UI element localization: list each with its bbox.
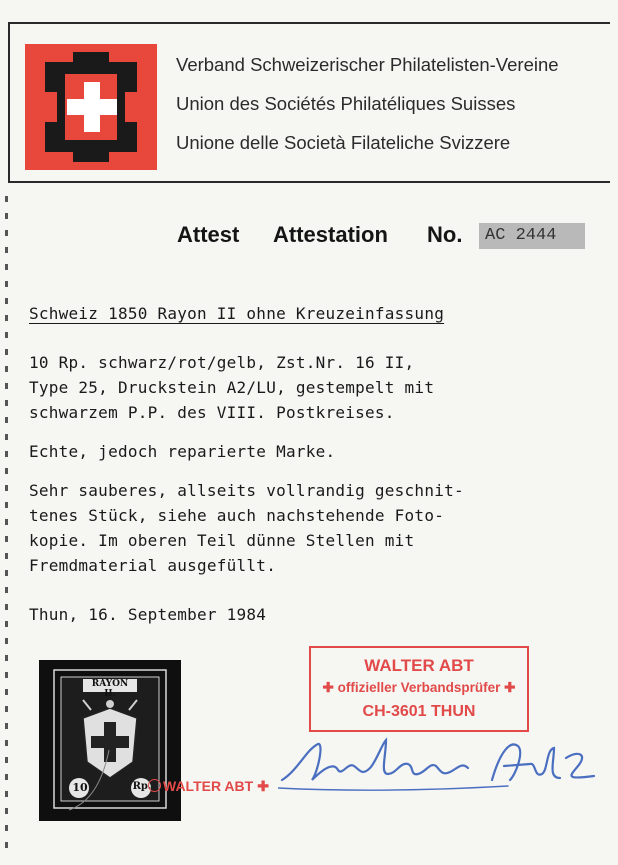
condition-line-3: kopie. Im oberen Teil dünne Stellen mit — [29, 531, 415, 550]
examiner-stamp — [309, 646, 529, 732]
number-label: No. — [427, 222, 463, 247]
perforation-edge — [5, 196, 8, 856]
examiner-name: WALTER ABT — [364, 656, 474, 675]
description-line-3: schwarzem P.P. des VIII. Postkreises. — [29, 403, 395, 422]
header-divider — [8, 181, 610, 183]
examiner-address: CH-3601 THUN — [362, 703, 476, 720]
stamp-photocopy — [39, 660, 181, 821]
cross-mark-icon: ✚ — [257, 778, 269, 794]
attestation-label: Attestation — [273, 222, 388, 247]
org-name-french: Union des Sociétés Philatéliques Suisses — [176, 93, 516, 114]
stamp-value-left: 10 — [72, 781, 88, 794]
condition-line-4: Fremdmaterial ausgefüllt. — [29, 556, 277, 575]
description-line-2: Type 25, Druckstein A2/LU, gestempelt mit — [29, 378, 435, 397]
handwritten-signature — [278, 722, 598, 802]
swiss-cross-icon: ✚ — [504, 680, 516, 695]
left-border-line — [8, 22, 10, 182]
examiner-title: ✚ offizieller Verbandsprüfer ✚ — [322, 680, 516, 695]
swiss-cross-puzzle-logo — [25, 44, 157, 170]
cross-mark-icon — [148, 779, 161, 792]
stamp-value-right: Rp. — [132, 781, 152, 792]
attest-number: AC 2444 — [479, 223, 585, 249]
org-name-german: Verband Schweizerischer Philatelisten-Vereine — [176, 54, 559, 75]
examiner-mark-small: WALTER ABT ✚ — [148, 778, 269, 795]
stamp-rayon-label: RAYON II. — [91, 679, 129, 699]
swiss-cross-icon: ✚ — [322, 680, 334, 695]
description-line-1: 10 Rp. schwarz/rot/gelb, Zst.Nr. 16 II, — [29, 353, 415, 372]
place-and-date: Thun, 16. September 1984 — [29, 605, 267, 624]
top-border-line — [8, 22, 610, 24]
org-name-italian: Unione delle Società Filateliche Svizzere — [176, 132, 511, 153]
verdict-text: Echte, jedoch reparierte Marke. — [29, 442, 336, 461]
stamp-title: Schweiz 1850 Rayon II ohne Kreuzeinfassung — [29, 304, 445, 323]
condition-line-1: Sehr sauberes, allseits vollrandig geschnit- — [29, 481, 464, 500]
attest-label: Attest — [177, 222, 240, 247]
condition-line-2: tenes Stück, siehe auch nachstehende Foto- — [29, 506, 445, 525]
